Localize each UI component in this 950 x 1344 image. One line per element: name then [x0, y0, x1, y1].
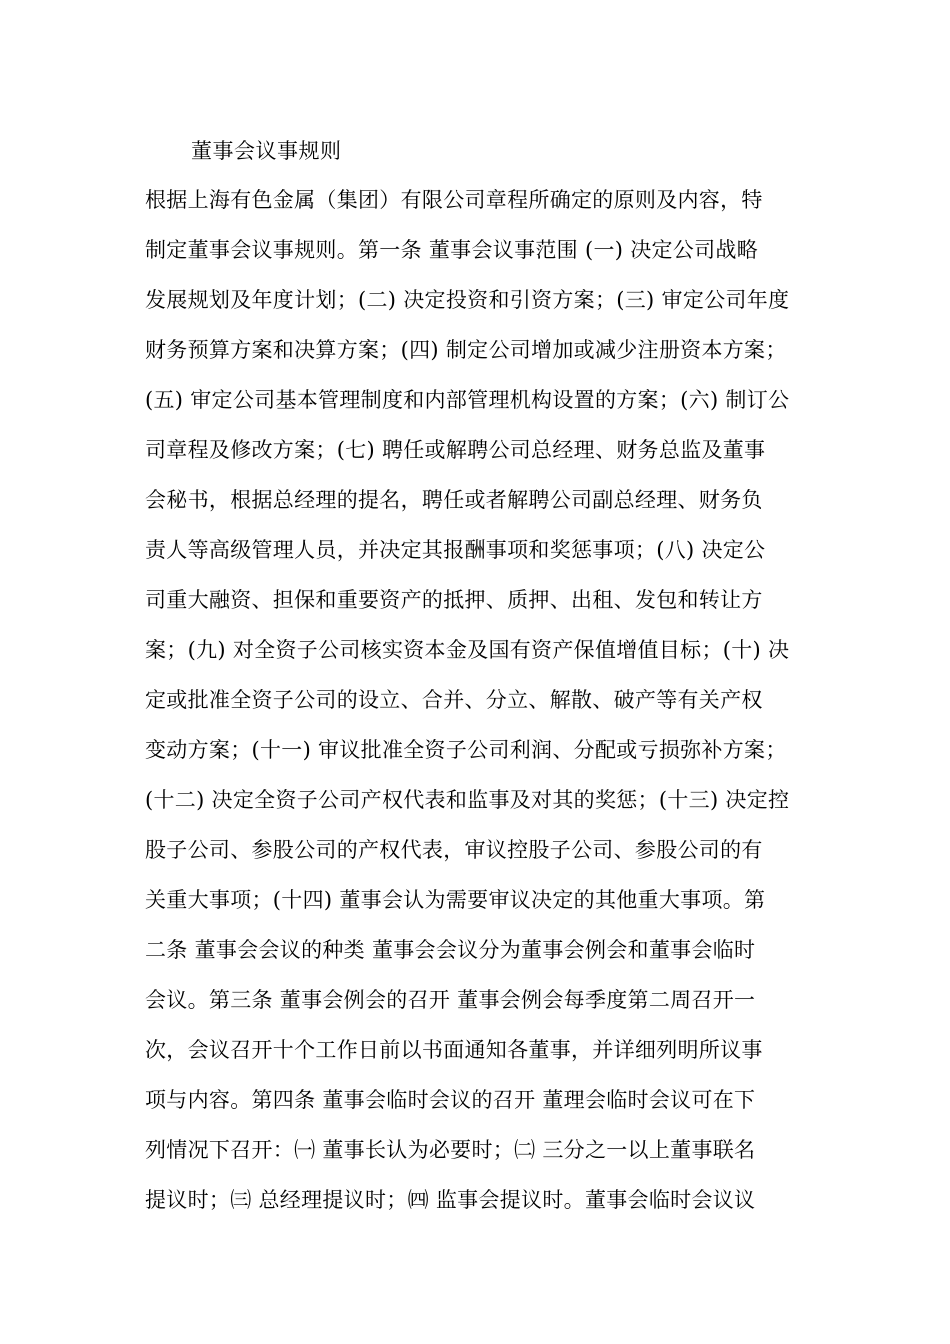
body-line: 案；(九) 对全资子公司核实资本金及国有资产保值增值目标；(十) 决 [145, 638, 790, 662]
body-line: 会议。第三条 董事会例会的召开 董事会例会每季度第二周召开一 [145, 988, 756, 1012]
body-line: 发展规划及年度计划；(二) 决定投资和引资方案；(三) 审定公司年度 [145, 288, 790, 312]
body-line: 根据上海有色金属（集团）有限公司章程所确定的原则及内容，特 [145, 188, 763, 212]
body-line: 次，会议召开十个工作日前以书面通知各董事，并详细列明所议事 [145, 1038, 763, 1062]
body-line: 项与内容。第四条 董事会临时会议的召开 董理会临时会议可在下 [145, 1088, 756, 1112]
body-line: 责人等高级管理人员，并决定其报酬事项和奖惩事项；(八) 决定公 [145, 538, 766, 562]
body-line: 关重大事项；(十四) 董事会认为需要审议决定的其他重大事项。第 [145, 888, 766, 912]
body-line: 列情况下召开：㈠ 董事长认为必要时；㈡ 三分之一以上董事联名 [145, 1138, 756, 1162]
body-line: 股子公司、参股公司的产权代表，审议控股子公司、参股公司的有 [145, 838, 763, 862]
body-line: 制定董事会议事规则。第一条 董事会议事范围 (一) 决定公司战略 [145, 238, 759, 262]
body-line: 变动方案；(十一) 审议批准全资子公司利润、分配或亏损弥补方案； [145, 738, 787, 762]
document-title: 董事会议事规则 [191, 139, 342, 163]
body-line: 会秘书，根据总经理的提名，聘任或者解聘公司副总经理、财务负 [145, 488, 763, 512]
body-line: 定或批准全资子公司的设立、合并、分立、解散、破产等有关产权 [145, 688, 763, 712]
body-line: 司重大融资、担保和重要资产的抵押、质押、出租、发包和转让方 [145, 588, 763, 612]
body-line: 二条 董事会会议的种类 董事会会议分为董事会例会和董事会临时 [145, 938, 756, 962]
body-line: (五) 审定公司基本管理制度和内部管理机构设置的方案；(六) 制订公 [145, 388, 790, 412]
body-line: 财务预算方案和决算方案；(四) 制定公司增加或减少注册资本方案； [145, 338, 787, 362]
document-body [145, 181, 825, 1231]
body-line: 司章程及修改方案；(七) 聘任或解聘公司总经理、财务总监及董事 [145, 438, 766, 462]
body-line: (十二) 决定全资子公司产权代表和监事及对其的奖惩；(十三) 决定控 [145, 788, 790, 812]
body-line: 提议时；㈢ 总经理提议时；㈣ 监事会提议时。董事会临时会议议 [145, 1188, 756, 1212]
